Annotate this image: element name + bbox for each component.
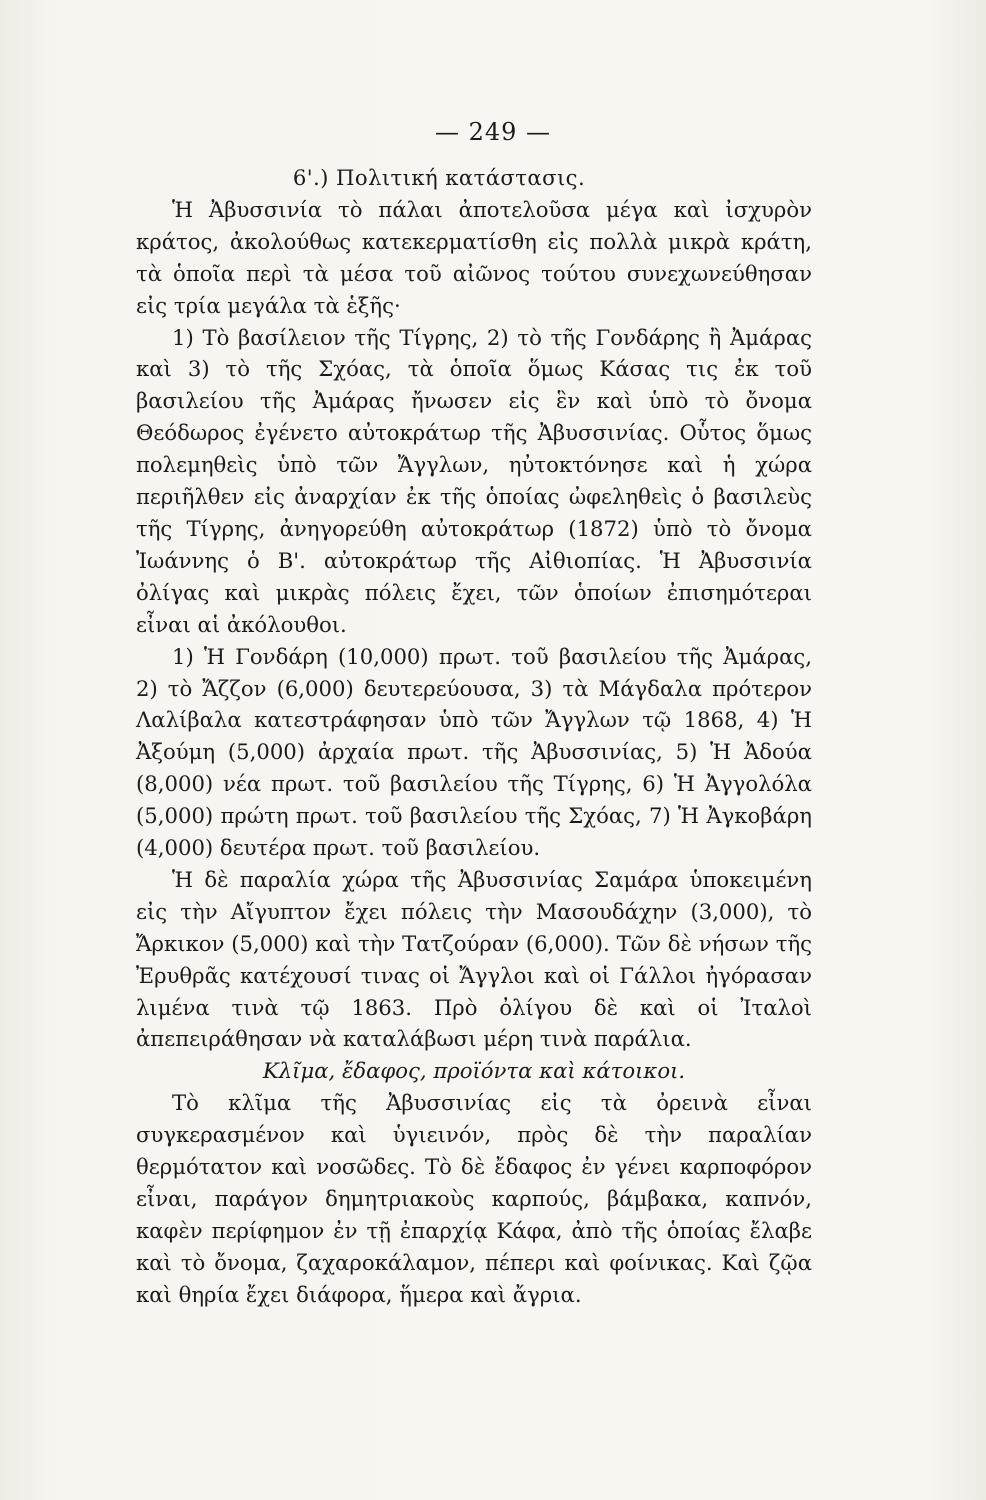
paragraph-cities: 1) Ἡ Γονδάρη (10,000) πρωτ. τοῦ βασιλείου τῆς Ἀμάρας, 2) τὸ Ἄζζον (6,000) δευτερεύουσα, 3) τὰ Μάγδαλα πρότερον Λαλίβαλα κατεστράφησαν ὑπὸ τῶν Ἄγγλων τῷ 1868, 4) Ἡ Ἀξούμη (5,000) ἀρχαία πρωτ. τῆς Ἀβυσσινίας, 5) Ἡ Ἀδούα (8,000) νέα πρωτ. τοῦ βασιλείου τῆς Τίγρης, 6) Ἡ Ἀγγολόλα (5,000) πρώτη πρωτ. τοῦ βασιλείου τῆς Σχόας, 7) Ἡ Ἀγκοβάρη (4,000) δευτέρα πρωτ. τοῦ βασιλείου.: [136, 643, 812, 861]
paragraph-history: Ἡ Ἀβυσσινία τὸ πάλαι ἀποτελοῦσα μέγα καὶ ἰσχυρὸν κράτος, ἀκολούθως κατεκερματίσθη εἰς πολλὰ μικρὰ κράτη, τὰ ὁποῖα περὶ τὰ μέσα τοῦ αἰῶνος τούτου συνεχωνεύθησαν εἰς τρία μεγάλα τὰ ἑξῆς·: [136, 196, 812, 318]
paragraph-climate: Τὸ κλῖμα τῆς Ἀβυσσινίας εἰς τὰ ὀρεινὰ εἶναι συγκερασμένον καὶ ὑγιεινόν, πρὸς δὲ τὴν παραλίαν θερμότατον καὶ νοσῶδες. Τὸ δὲ ἔδαφος ἐν γένει καρποφόρον εἶναι, παράγον δημητριακοὺς καρπούς, βάμβακα, καπνόν, καφὲν περίφημον ἐν τῇ ἐπαρχίᾳ Κάφα, ἀπὸ τῆς ὁποίας ἔλαβε καὶ τὸ ὄνομα, ζαχαροκάλαμον, πέπερι καὶ φοίνικας. Καὶ ζῷα καὶ θηρία ἔχει διάφορα, ἥμερα καὶ ἄγρια.: [136, 1090, 812, 1307]
subsection-title: Κλῖμα, ἔδαφος, προϊόντα καὶ κάτοικοι.: [262, 1058, 686, 1084]
paragraph-coast: Ἡ δὲ παραλία χώρα τῆς Ἀβυσσινίας Σαμάρα ὑποκειμένη εἰς τὴν Αἴγυπτον ἔχει πόλεις τὴν Μασουδάχην (3,000), τὸ Ἄρκικον (5,000) καὶ τὴν Τατζούραν (6,000). Τῶν δὲ νήσων τῆς Ἐρυθρᾶς κατέχουσί τινας οἱ Ἄγγλοι καὶ οἱ Γάλλοι ἠγόρασαν λιμένα τινὰ τῷ 1863. Πρὸ ὀλίγου δὲ καὶ οἱ Ἰταλοὶ ἀπεπειράθησαν νὰ καταλάβωσι μέρη τινὰ παράλια.: [136, 866, 812, 1052]
page-number: — 249 —: [434, 118, 552, 146]
section-title: 6'.) Πολιτική κατάστασις.: [292, 165, 586, 190]
body-text: [136, 162, 812, 1311]
paragraph-kingdoms: 1) Τὸ βασίλειον τῆς Τίγρης, 2) τὸ τῆς Γονδάρης ἢ Ἀμάρας καὶ 3) τὸ τῆς Σχόας, τὰ ὁποῖα ὅμως Κάσας τις ἐκ τοῦ βασιλείου τῆς Ἀμάρας ἤνωσεν εἰς ἓν καὶ ὑπὸ τὸ ὄνομα Θεόδωρος ἐγένετο αὐτοκράτωρ τῆς Ἀβυσσινίας. Οὗτος ὅμως πολεμηθεὶς ὑπὸ τῶν Ἄγγλων, ηὐτοκτόνησε καὶ ἡ χώρα περιῆλθεν εἰς ἀναρχίαν ἐκ τῆς ὁποίας ὠφεληθεὶς ὁ βασιλεὺς τῆς Τίγρης, ἀνηγορεύθη αὐτοκράτωρ (1872) ὑπὸ τὸ ὄνομα Ἰωάννης ὁ Β'. αὐτοκράτωρ τῆς Αἰθιοπίας. Ἡ Ἀβυσσινία ὀλίγας καὶ μικρὰς πόλεις ἔχει, τῶν ὁποίων ἐπισημότεραι εἶναι αἱ ἀκόλουθοι.: [136, 324, 812, 637]
